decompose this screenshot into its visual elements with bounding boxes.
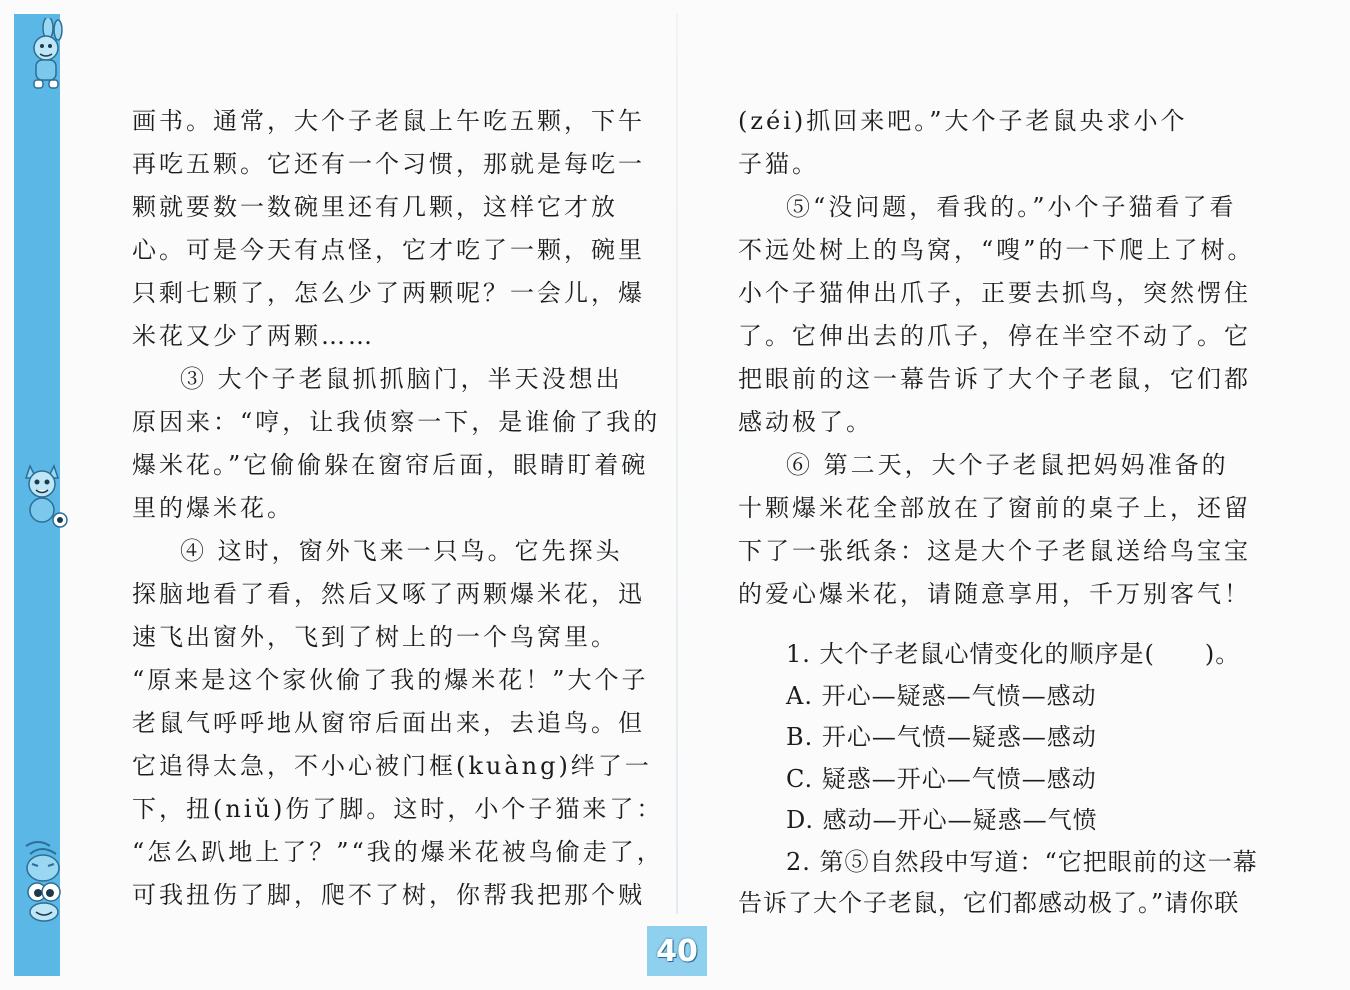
story-line: 里的爆米花。 <box>132 494 294 522</box>
story-line: ⑤“没问题，看我的。”小个子猫看了看 <box>786 193 1237 221</box>
question-2-line-2: 告诉了大个子老鼠，它们都感动极了。”请你联 <box>738 889 1240 917</box>
story-line: 了。它伸出去的爪子，停在半空不动了。它 <box>738 322 1251 350</box>
story-line: 老鼠气呼呼地从窗帘后面出来，去追鸟。但 <box>132 709 645 737</box>
question-1-option-d: D. 感动—开心—疑惑—气愤 <box>786 806 1098 834</box>
story-line: 不远处树上的鸟窝，“嗖”的一下爬上了树。 <box>738 236 1255 264</box>
question-1: 1. 大个子老鼠心情变化的顺序是( )。 <box>786 640 1241 668</box>
story-line: ⑥ 第二天，大个子老鼠把妈妈准备的 <box>786 451 1229 479</box>
story-line: (zéi)抓回来吧。”大个子老鼠央求小个 <box>738 107 1188 135</box>
right-text-column <box>738 100 1258 925</box>
story-line: 十颗爆米花全部放在了窗前的桌子上，还留 <box>738 494 1251 522</box>
story-line: 下了一张纸条：这是大个子老鼠送给鸟宝宝 <box>738 537 1251 565</box>
story-line: 把眼前的这一幕告诉了大个子老鼠，它们都 <box>738 365 1251 393</box>
story-line: ④ 这时，窗外飞来一只鸟。它先探头 <box>180 537 623 565</box>
story-line: “怎么趴地上了？”“我的爆米花被鸟偷走了， <box>132 838 664 866</box>
story-line: 感动极了。 <box>738 408 873 436</box>
questions-section <box>738 634 1258 925</box>
story-line: ③ 大个子老鼠抓抓脑门，半天没想出 <box>180 365 623 393</box>
story-line: 画书。通常，大个子老鼠上午吃五颗，下午 <box>132 107 645 135</box>
rabbit-icon <box>16 18 70 92</box>
question-2-line-1: 2. 第⑤自然段中写道：“它把眼前的这一幕 <box>786 847 1258 876</box>
story-line: 速飞出窗外，飞到了树上的一个鸟窝里。 <box>132 623 618 651</box>
left-text-column <box>132 100 664 917</box>
right-story-text <box>738 100 1255 616</box>
page-fold <box>676 14 678 914</box>
story-line: 只剩七颗了，怎么少了两颗呢？一会儿，爆 <box>132 279 645 307</box>
story-line: 小个子猫伸出爪子，正要去抓鸟，突然愣住 <box>738 279 1251 307</box>
question-1-option-a: A. 开心—疑惑—气愤—感动 <box>786 681 1097 710</box>
story-line: 它追得太急，不小心被门框(kuàng)绊了一 <box>132 752 652 780</box>
story-line: 探脑地看了看，然后又啄了两颗爆米花，迅 <box>132 580 645 608</box>
cat-icon <box>16 458 70 532</box>
story-line: 的爱心爆米花，请随意享用，千万别客气！ <box>738 580 1251 608</box>
story-line: 再吃五颗。它还有一个习惯，那就是每吃一 <box>132 150 645 178</box>
story-line: 爆米花。”它偷偷躲在窗帘后面，眼睛盯着碗 <box>132 451 649 479</box>
story-line: 颗就要数一数碗里还有几颗，这样它才放 <box>132 193 618 221</box>
story-line: 子猫。 <box>738 150 819 178</box>
story-line: 米花又少了两颗…… <box>132 322 375 350</box>
story-line: 原因来：“哼，让我侦察一下，是谁偷了我的 <box>132 408 661 436</box>
tiger-icon <box>16 836 70 926</box>
story-line: 心。可是今天有点怪，它才吃了一颗，碗里 <box>132 236 645 264</box>
question-1-option-c: C. 疑惑—开心—气愤—感动 <box>786 764 1097 793</box>
story-line: “原来是这个家伙偷了我的爆米花！”大个子 <box>132 666 649 694</box>
story-line: 下，扭(niǔ)伤了脚。这时，小个子猫来了： <box>132 795 664 823</box>
page-number: 40 <box>647 926 707 976</box>
story-line: 可我扭伤了脚，爬不了树，你帮我把那个贼 <box>132 881 645 909</box>
question-1-option-b: B. 开心—气愤—疑惑—感动 <box>786 723 1097 751</box>
